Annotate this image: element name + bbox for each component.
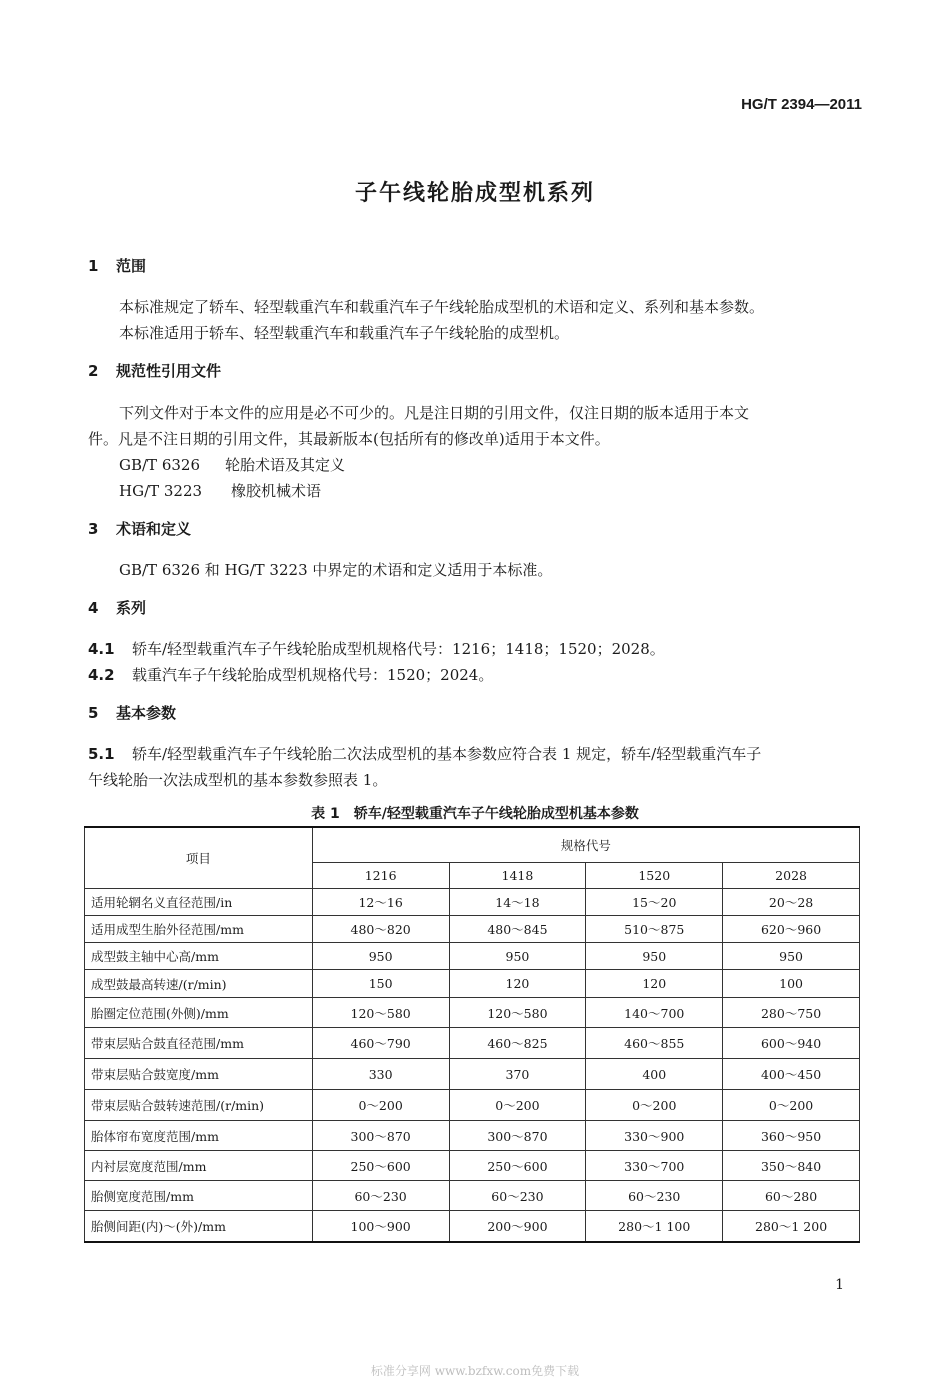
table-row: [85, 943, 860, 970]
parameter-value-cell: 620～960: [723, 916, 860, 943]
parameter-value-cell: 0～200: [586, 1090, 723, 1121]
reference-code: GB/T 6326: [119, 456, 201, 474]
parameter-name-cell: 成型鼓最高转速/(r/min): [85, 970, 313, 998]
section-3-paragraph: GB/T 6326 和 HG/T 3223 中界定的术语和定义适用于本标准。: [119, 561, 553, 579]
standard-code: HG/T 2394—2011: [741, 96, 862, 113]
table-row: [85, 1211, 860, 1242]
table-row: [85, 998, 860, 1028]
section-title: 范围: [116, 257, 147, 275]
parameter-name-cell: 成型鼓主轴中心高/mm: [85, 943, 313, 970]
parameter-value-cell: 150: [312, 970, 449, 998]
parameter-value-cell: 400: [586, 1059, 723, 1090]
parameter-name-cell: 胎圈定位范围(外侧)/mm: [85, 998, 313, 1028]
section-3-heading: [88, 518, 191, 539]
parameter-value-cell: 460～825: [449, 1028, 586, 1059]
section-4-heading: [88, 597, 146, 618]
spec-code-header: 规格代号: [312, 827, 859, 863]
section-number: 4: [88, 599, 99, 617]
parameter-value-cell: 120～580: [312, 998, 449, 1028]
parameter-value-cell: 370: [449, 1059, 586, 1090]
parameter-name-cell: 带束层贴合鼓转速范围/(r/min): [85, 1090, 313, 1121]
parameter-value-cell: 250～600: [449, 1151, 586, 1181]
parameter-value-cell: 0～200: [449, 1090, 586, 1121]
section-number: 2: [88, 362, 99, 380]
parameter-value-cell: 330: [312, 1059, 449, 1090]
parameter-value-cell: 20～28: [723, 889, 860, 916]
parameter-value-cell: 460～790: [312, 1028, 449, 1059]
section-number: 1: [88, 257, 99, 275]
parameter-value-cell: 120～580: [449, 998, 586, 1028]
table-row: [85, 916, 860, 943]
clause-number: 4.1: [88, 640, 115, 658]
document-title: 子午线轮胎成型机系列: [354, 181, 595, 206]
parameter-name-cell: 胎侧间距(内)～(外)/mm: [85, 1211, 313, 1242]
parameter-value-cell: 60～230: [449, 1181, 586, 1211]
parameter-value-cell: 250～600: [312, 1151, 449, 1181]
section-5-heading: [88, 702, 176, 723]
parameters-table: [84, 826, 860, 1243]
parameter-value-cell: 280～1 100: [586, 1211, 723, 1242]
parameter-value-cell: 0～200: [723, 1090, 860, 1121]
spec-code-cell: 1418: [449, 863, 586, 889]
section-2-heading: [88, 360, 221, 381]
section-1-paragraph-2: 本标准适用于轿车、轻型载重汽车和载重汽车子午线轮胎的成型机。: [119, 324, 570, 342]
parameter-name-cell: 带束层贴合鼓宽度/mm: [85, 1059, 313, 1090]
table-row: [85, 970, 860, 998]
parameter-name-cell: 适用成型生胎外径范围/mm: [85, 916, 313, 943]
parameter-value-cell: 330～700: [586, 1151, 723, 1181]
parameter-value-cell: 480～845: [449, 916, 586, 943]
parameter-value-cell: 280～1 200: [723, 1211, 860, 1242]
table-row: [85, 1059, 860, 1090]
clause-5-1-line-1: [88, 743, 761, 764]
reference-item: [119, 480, 321, 501]
parameter-value-cell: 120: [586, 970, 723, 998]
spec-code-cell: 1520: [586, 863, 723, 889]
clause-text: 轿车/轻型载重汽车子午线轮胎成型机规格代号：1216；1418；1520；2028。: [132, 640, 665, 658]
parameter-name-cell: 胎体帘布宽度范围/mm: [85, 1121, 313, 1151]
table-row: [85, 1090, 860, 1121]
parameter-value-cell: 140～700: [586, 998, 723, 1028]
parameter-value-cell: 60～230: [586, 1181, 723, 1211]
parameter-value-cell: 280～750: [723, 998, 860, 1028]
clause-4-2: [88, 664, 493, 685]
section-title: 术语和定义: [116, 520, 192, 538]
parameter-value-cell: 200～900: [449, 1211, 586, 1242]
parameter-name-cell: 胎侧宽度范围/mm: [85, 1181, 313, 1211]
section-2-paragraph-line-2: 件。凡是不注日期的引用文件，其最新版本(包括所有的修改单)适用于本文件。: [88, 430, 610, 448]
parameter-value-cell: 350～840: [723, 1151, 860, 1181]
section-2-paragraph-line-1: 下列文件对于本文件的应用是必不可少的。凡是注日期的引用文件，仅注日期的版本适用于本文: [119, 404, 750, 422]
section-1-heading: [88, 255, 146, 276]
parameter-name-cell: 带束层贴合鼓直径范围/mm: [85, 1028, 313, 1059]
table-row: [85, 1028, 860, 1059]
parameter-value-cell: 400～450: [723, 1059, 860, 1090]
parameter-value-cell: 950: [586, 943, 723, 970]
clause-5-1-line-2: 午线轮胎一次法成型机的基本参数参照表 1。: [88, 771, 388, 789]
spec-code-cell: 2028: [723, 863, 860, 889]
section-number: 5: [88, 704, 99, 722]
parameter-value-cell: 600～940: [723, 1028, 860, 1059]
section-title: 基本参数: [116, 704, 177, 722]
clause-number: 5.1: [88, 745, 115, 763]
parameter-value-cell: 12～16: [312, 889, 449, 916]
table-header-row: [85, 827, 860, 863]
parameter-value-cell: 360～950: [723, 1121, 860, 1151]
clause-4-1: [88, 638, 665, 659]
parameter-value-cell: 14～18: [449, 889, 586, 916]
reference-name: 橡胶机械术语: [231, 482, 322, 500]
parameter-value-cell: 950: [312, 943, 449, 970]
footer-watermark: 标准分享网 www.bzfxw.com免费下载: [370, 1364, 580, 1378]
table-row: [85, 1151, 860, 1181]
clause-number: 4.2: [88, 666, 115, 684]
parameter-value-cell: 100: [723, 970, 860, 998]
parameter-value-cell: 480～820: [312, 916, 449, 943]
section-title: 系列: [116, 599, 147, 617]
parameter-value-cell: 330～900: [586, 1121, 723, 1151]
parameter-value-cell: 60～280: [723, 1181, 860, 1211]
parameter-value-cell: 60～230: [312, 1181, 449, 1211]
item-column-header: 项目: [85, 827, 313, 889]
parameter-value-cell: 120: [449, 970, 586, 998]
parameter-value-cell: 100～900: [312, 1211, 449, 1242]
reference-code: HG/T 3223: [119, 482, 203, 500]
table-row: [85, 1121, 860, 1151]
clause-text: 载重汽车子午线轮胎成型机规格代号：1520；2024。: [132, 666, 494, 684]
parameter-value-cell: 0～200: [312, 1090, 449, 1121]
table-row: [85, 1181, 860, 1211]
reference-name: 轮胎术语及其定义: [225, 456, 346, 474]
section-number: 3: [88, 520, 99, 538]
parameter-value-cell: 950: [449, 943, 586, 970]
parameter-value-cell: 15～20: [586, 889, 723, 916]
parameter-name-cell: 适用轮辋名义直径范围/in: [85, 889, 313, 916]
table-row: [85, 889, 860, 916]
parameter-value-cell: 300～870: [449, 1121, 586, 1151]
parameter-value-cell: 300～870: [312, 1121, 449, 1151]
section-title: 规范性引用文件: [116, 362, 222, 380]
section-1-paragraph-1: 本标准规定了轿车、轻型载重汽车和载重汽车子午线轮胎成型机的术语和定义、系列和基本参数。: [119, 298, 765, 316]
parameter-value-cell: 950: [723, 943, 860, 970]
parameter-value-cell: 510～875: [586, 916, 723, 943]
parameter-value-cell: 460～855: [586, 1028, 723, 1059]
clause-text: 轿车/轻型载重汽车子午线轮胎二次法成型机的基本参数应符合表 1 规定，轿车/轻型载重汽车子: [132, 745, 762, 763]
page-number: 1: [835, 1277, 844, 1293]
reference-item: [119, 454, 345, 475]
spec-code-cell: 1216: [312, 863, 449, 889]
parameter-name-cell: 内衬层宽度范围/mm: [85, 1151, 313, 1181]
table-caption: 表 1 轿车/轻型载重汽车子午线轮胎成型机基本参数: [311, 806, 639, 822]
